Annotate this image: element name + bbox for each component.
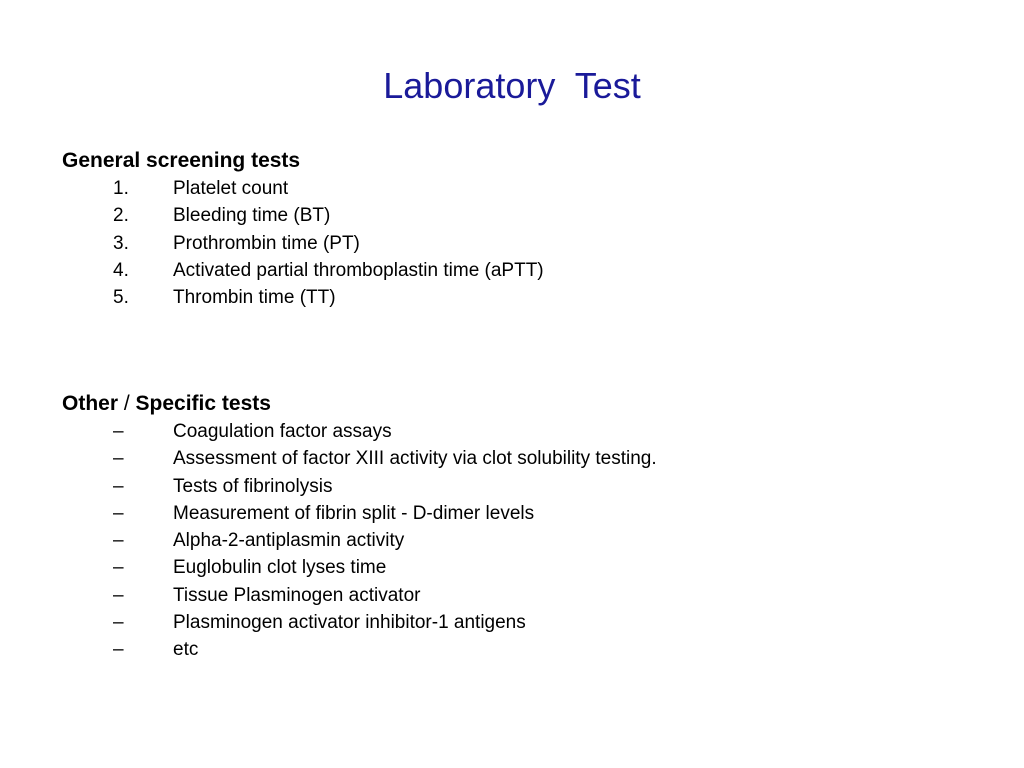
list-item-text: etc — [173, 639, 199, 661]
list-item-text: Tests of fibrinolysis — [173, 475, 333, 497]
list-item-text: Coagulation factor assays — [173, 421, 392, 442]
list-item-text: Thrombin time (TT) — [173, 287, 336, 309]
dash-bullet: – — [113, 448, 124, 470]
list-item-text: Bleeding time (BT) — [173, 205, 331, 227]
dash-bullet: – — [113, 502, 124, 524]
list-item-text: Platelet count — [173, 178, 289, 199]
list-item-text: Measurement of fibrin split - D-dimer levels — [173, 502, 535, 524]
dash-bullet: – — [113, 584, 124, 606]
other-specific-heading — [62, 391, 271, 417]
dash-bullet: – — [113, 475, 124, 497]
list-item-text: Prothrombin time (PT) — [173, 232, 360, 254]
specific-heading-part: Specific tests — [135, 392, 271, 415]
dash-bullet: – — [113, 530, 124, 552]
list-item-text: Tissue Plasminogen activator — [173, 584, 421, 606]
general-screening-heading: General screening tests — [62, 149, 301, 172]
heading-separator: / — [118, 392, 136, 415]
slide-title: Laboratory Test — [383, 65, 641, 106]
dash-bullet: – — [113, 612, 124, 634]
list-item-text: Plasminogen activator inhibitor-1 antigens — [173, 612, 526, 634]
list-item-text: Euglobulin clot lyses time — [173, 557, 387, 579]
list-item-text: Assessment of factor XIII activity via clot solubility testing. — [173, 448, 657, 470]
list-number: 4. — [113, 259, 129, 281]
list-item-text: Alpha-2-antiplasmin activity — [173, 530, 405, 552]
list-number: 2. — [113, 205, 129, 227]
dash-bullet: – — [113, 421, 124, 442]
list-number: 1. — [113, 178, 129, 199]
other-heading-part: Other — [62, 392, 119, 415]
list-number: 5. — [113, 287, 129, 309]
list-item-text: Activated partial thromboplastin time (aPTT) — [173, 259, 544, 281]
dash-bullet: – — [113, 639, 124, 661]
dash-bullet: – — [113, 557, 124, 579]
list-number: 3. — [113, 232, 129, 254]
